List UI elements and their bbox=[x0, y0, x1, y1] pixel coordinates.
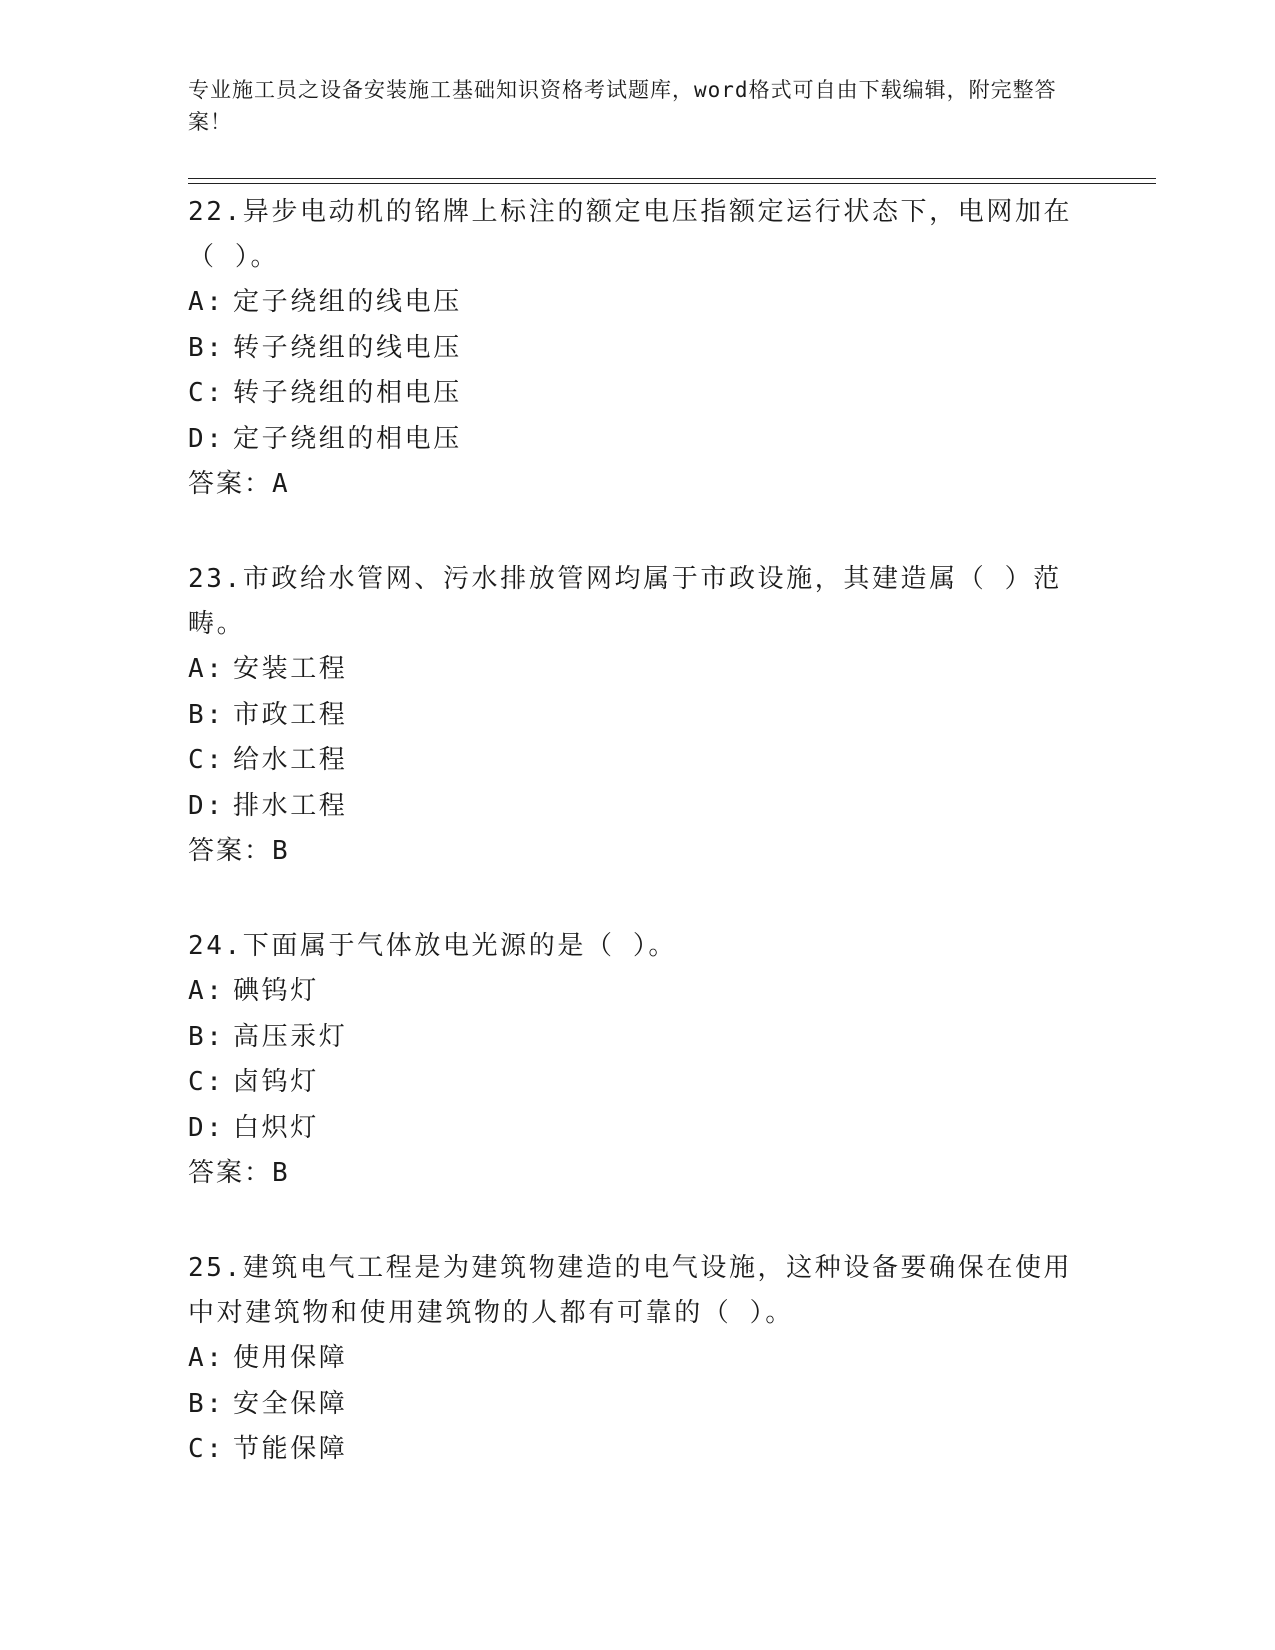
option-letter: D: bbox=[188, 423, 225, 454]
question-23 bbox=[188, 557, 1088, 874]
question-stem: 23.市政给水管网、污水排放管网均属于市政设施，其建造属（ ）范畴。 bbox=[188, 564, 1062, 639]
option-letter: B: bbox=[188, 332, 225, 363]
option-letter: D: bbox=[188, 790, 225, 821]
option-letter: B: bbox=[188, 1388, 225, 1419]
document-header: 专业施工员之设备安装施工基础知识资格考试题库，word格式可自由下载编辑，附完整答案！ bbox=[188, 78, 1057, 134]
option-text: 转子绕组的线电压 bbox=[233, 332, 462, 363]
option-text: 转子绕组的相电压 bbox=[233, 378, 462, 408]
option-text: 定子绕组的相电压 bbox=[233, 423, 462, 454]
option-c bbox=[188, 738, 1088, 784]
option-letter: A: bbox=[188, 287, 225, 317]
question-22 bbox=[188, 190, 1088, 507]
option-text: 使用保障 bbox=[233, 1343, 348, 1373]
option-c bbox=[188, 371, 1088, 417]
answer-line: 答案：B bbox=[188, 1158, 290, 1188]
option-c bbox=[188, 1427, 1088, 1473]
question-25 bbox=[188, 1246, 1088, 1473]
option-text: 节能保障 bbox=[233, 1434, 348, 1464]
option-letter: A: bbox=[188, 1343, 225, 1373]
option-a bbox=[188, 280, 1088, 326]
option-b bbox=[188, 1015, 1088, 1061]
option-text: 市政工程 bbox=[233, 699, 348, 730]
option-letter: B: bbox=[188, 1021, 225, 1052]
option-text: 碘钨灯 bbox=[233, 976, 319, 1006]
option-d bbox=[188, 417, 1088, 463]
header-rule-bottom bbox=[188, 183, 1156, 184]
option-text: 卤钨灯 bbox=[233, 1067, 319, 1097]
question-stem: 25.建筑电气工程是为建筑物建造的电气设施，这种设备要确保在使用中对建筑物和使用建筑物的人都有可靠的（ ）。 bbox=[188, 1253, 1073, 1328]
option-text: 给水工程 bbox=[233, 745, 348, 775]
option-text: 安全保障 bbox=[233, 1388, 348, 1419]
option-letter: A: bbox=[188, 654, 225, 684]
option-text: 高压汞灯 bbox=[233, 1021, 348, 1052]
option-text: 排水工程 bbox=[233, 790, 348, 821]
option-a bbox=[188, 969, 1088, 1015]
question-stem: 22.异步电动机的铭牌上标注的额定电压指额定运行状态下，电网加在（ ）。 bbox=[188, 197, 1073, 272]
question-list bbox=[188, 190, 1088, 1523]
option-text: 安装工程 bbox=[233, 654, 348, 684]
option-letter: A: bbox=[188, 976, 225, 1006]
option-c bbox=[188, 1060, 1088, 1106]
option-text: 定子绕组的线电压 bbox=[233, 287, 462, 317]
answer-line: 答案：A bbox=[188, 469, 290, 499]
option-d bbox=[188, 1106, 1088, 1152]
question-24 bbox=[188, 924, 1088, 1196]
option-letter: C: bbox=[188, 1067, 225, 1097]
answer-line: 答案：B bbox=[188, 836, 290, 866]
option-a bbox=[188, 647, 1088, 693]
option-b bbox=[188, 326, 1088, 372]
option-letter: C: bbox=[188, 378, 225, 408]
option-letter: C: bbox=[188, 745, 225, 775]
option-b bbox=[188, 693, 1088, 739]
option-b bbox=[188, 1382, 1088, 1428]
option-a bbox=[188, 1336, 1088, 1382]
option-letter: B: bbox=[188, 699, 225, 730]
option-letter: C: bbox=[188, 1434, 225, 1464]
option-letter: D: bbox=[188, 1112, 225, 1143]
header-rule-top bbox=[188, 178, 1156, 179]
option-text: 白炽灯 bbox=[233, 1112, 319, 1143]
question-stem: 24.下面属于气体放电光源的是（ ）。 bbox=[188, 931, 678, 961]
option-d bbox=[188, 784, 1088, 830]
